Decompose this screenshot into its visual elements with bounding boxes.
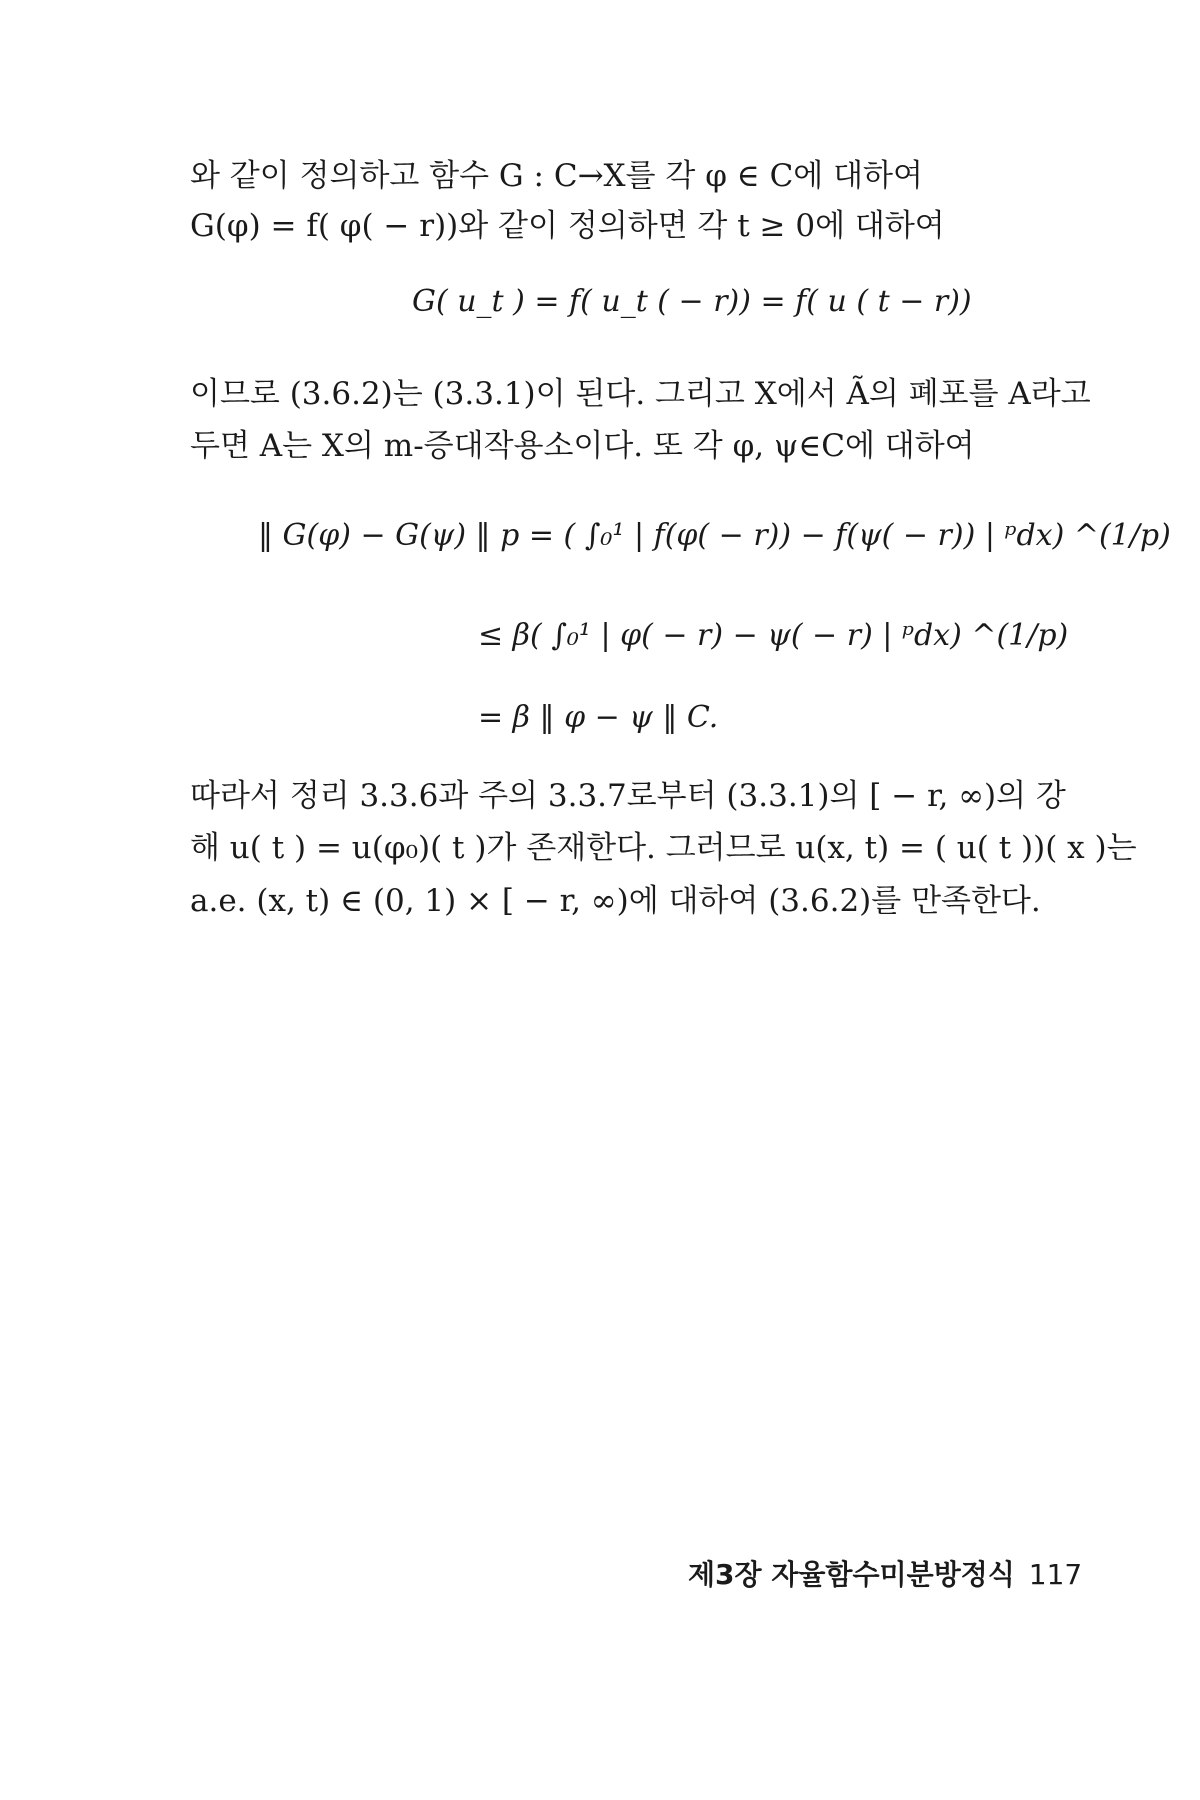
paragraph-3-line-1: 따라서 정리 3.3.6과 주의 3.3.7로부터 (3.3.1)의 [ − r, ∞)의 강 bbox=[190, 778, 1066, 814]
paragraph-3-line-2: 해 u( t ) = u(φ₀)( t )가 존재한다. 그러므로 u(x, t) = ( u( t ))( x )는 bbox=[190, 830, 1137, 866]
equation-1: G( u_t ) = f( u_t ( − r)) = f( u ( t − r)) bbox=[412, 284, 972, 319]
page-number: 117 bbox=[1028, 1558, 1083, 1591]
paragraph-1-line-2: G(φ) = f( φ( − r))와 같이 정의하면 각 t ≥ 0에 대하여 bbox=[190, 208, 945, 244]
paragraph-1-line-1: 와 같이 정의하고 함수 G : C→X를 각 φ ∈ C에 대하여 bbox=[190, 158, 923, 194]
paragraph-2-line-1: 이므로 (3.6.2)는 (3.3.1)이 된다. 그리고 X에서 Ã의 폐포를 A라고 bbox=[190, 376, 1091, 412]
paragraph-3-line-3: a.e. (x, t) ∈ (0, 1) × [ − r, ∞)에 대하여 (3.6.2)를 만족한다. bbox=[190, 883, 1041, 919]
chapter-title: 제3장 자율함수미분방정식 bbox=[688, 1558, 1015, 1591]
equation-3: ≤ β( ∫₀¹ | φ( − r) − ψ( − r) | ᵖdx) ^(1/p) bbox=[478, 618, 1069, 653]
paragraph-2-line-2: 두면 A는 X의 m-증대작용소이다. 또 각 φ, ψ∈C에 대하여 bbox=[190, 428, 975, 464]
equation-2: ‖ G(φ) − G(ψ) ‖ p = ( ∫₀¹ | f(φ( − r)) − f(ψ( − r)) | ᵖdx) ^(1/p) bbox=[258, 518, 1171, 553]
equation-4: = β ‖ φ − ψ ‖ C. bbox=[478, 700, 719, 735]
page-footer bbox=[688, 1553, 1082, 1593]
